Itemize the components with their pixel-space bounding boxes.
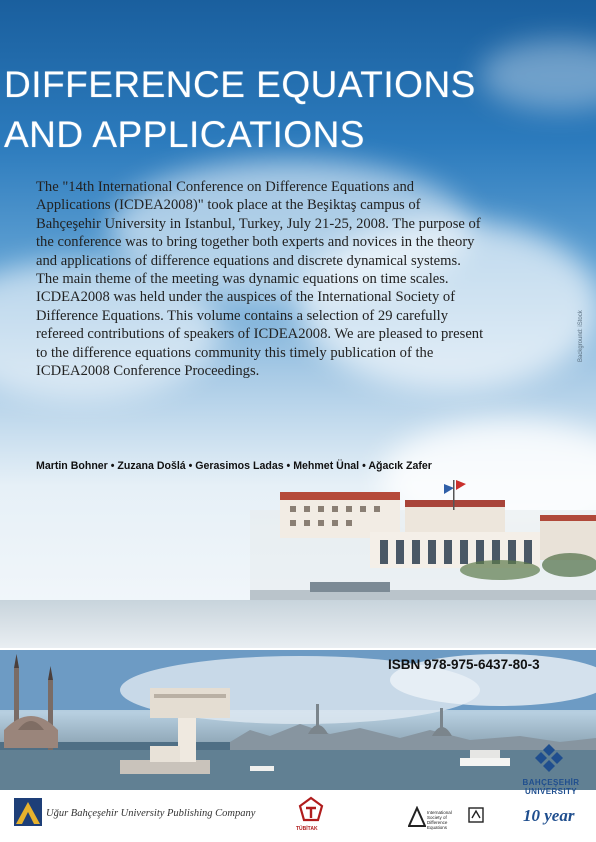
isde-delta-icon bbox=[408, 806, 426, 828]
book-title bbox=[4, 60, 584, 160]
publisher-name: Uğur Bahçeşehir University Publishing Company bbox=[46, 808, 256, 819]
tubitak-logo-icon bbox=[298, 796, 324, 824]
tubitak-label: TÜBİTAK bbox=[296, 826, 318, 832]
university-name bbox=[511, 778, 591, 796]
bosphorus-water bbox=[0, 600, 596, 648]
publisher-logo-icon bbox=[14, 798, 42, 826]
title-line-1: DIFFERENCE EQUATIONS bbox=[4, 64, 476, 105]
photo-credit: Background: iStock bbox=[578, 310, 584, 362]
cover-abstract: The "14th International Conference on Difference Equations and Applications (ICDEA2008)" took place at the Beşiktaş campus of Bahçeşehir University in Istanbul, Turkey, July 21-25, 2008. The purpose of the conference was to bring together both experts and novices in the theory and applications of difference equations and discrete dynamical systems. The main theme of the meeting was dynamic equations on time scales. ICDEA2008 was held under the auspices of the International Society of Difference Equations. This volume contains a selection of 29 carefully refereed contributions of speakers of ICDEA2008. We are pleased to present to the difference equations community this timely publication of the ICDEA2008 Conference Proceedings. bbox=[36, 179, 484, 380]
isbn-label: ISBN 978-975-6437-80-3 bbox=[388, 657, 540, 672]
anniversary-badge: 10 year bbox=[523, 806, 575, 825]
university-name-line-1: BAHÇEŞEHİR bbox=[522, 778, 580, 787]
bahcesehir-university-logo-icon bbox=[531, 742, 567, 776]
university-name-line-2: UNIVERSITY bbox=[524, 787, 577, 796]
editors-list: Martin Bohner • Zuzana Došlá • Gerasimos Ladas • Mehmet Ünal • Ağacık Zafer bbox=[36, 460, 432, 472]
title-line-2: AND APPLICATIONS bbox=[4, 114, 365, 155]
isde-secondary-icon bbox=[468, 806, 484, 828]
isde-label: International Society of Difference Equations bbox=[427, 810, 452, 830]
